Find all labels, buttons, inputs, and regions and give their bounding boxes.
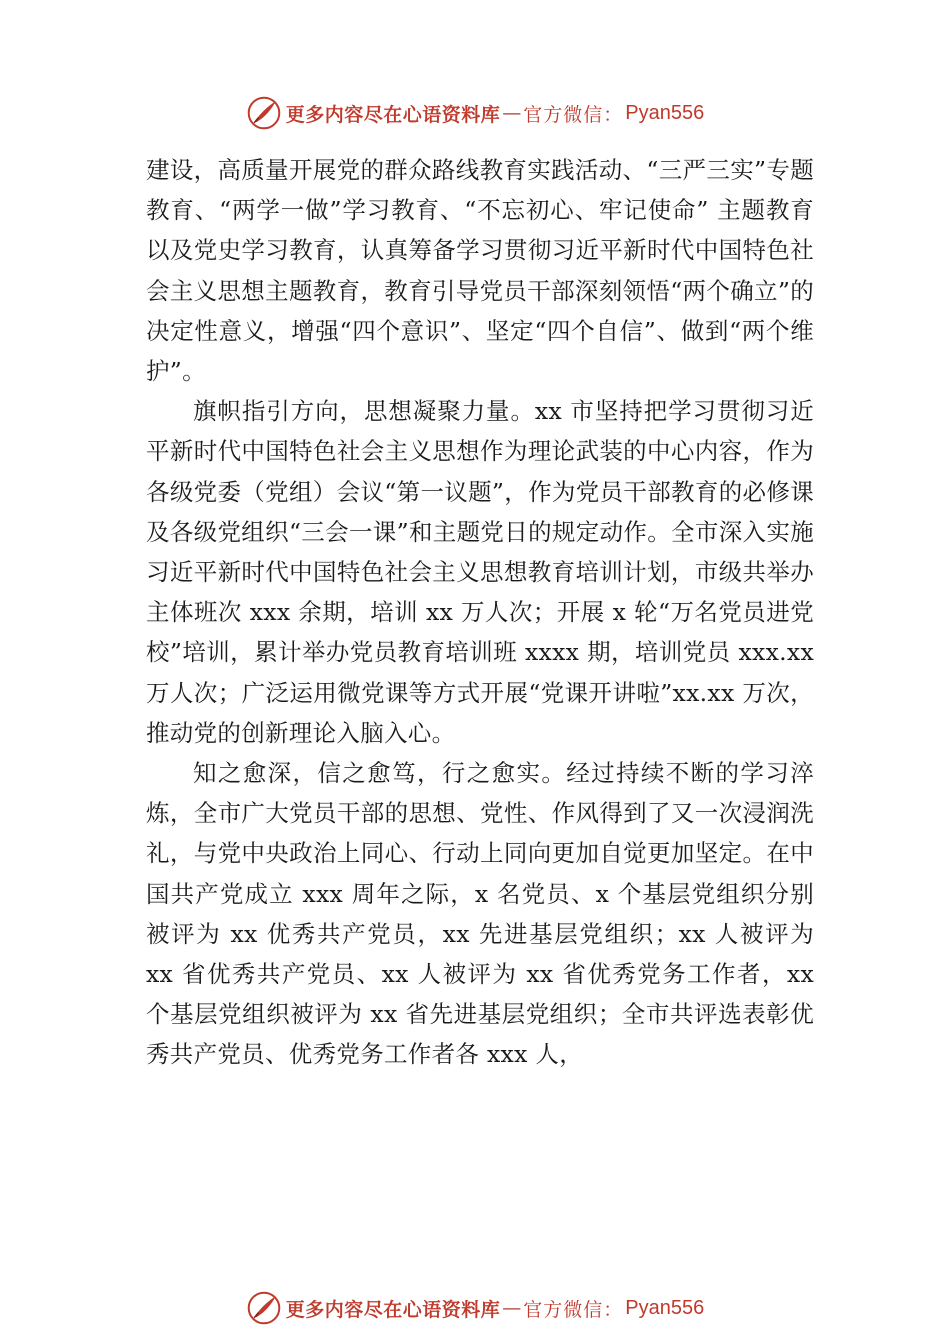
document-body (146, 150, 814, 1075)
watermark-separator: — (502, 102, 522, 124)
watermark-wechat-id: Pyan556 (625, 101, 705, 124)
watermark-site-name: 更多内容尽在心语资料库 (285, 103, 501, 126)
watermark-wechat-label: 官方微信： (523, 103, 624, 126)
paragraph-knowledge-belief: 知之愈深，信之愈笃，行之愈实。经过持续不断的学习淬炼，全市广大党员干部的思想、党性、作风得到了又一次浸润洗礼，与党中央政治上同心、行动上同向更加自觉更加坚定。在中国共产党成立 xxx 周年之际，x 名党员、x 个基层党组织分别被评为 xx 优秀共产党员，xx 先进基层党组织；xx 人被评为 xx 省优秀共产党员、xx 人被评为 xx 省优秀党务工作者，xx 个基层党组织被评为 xx 省先进基层党组织；全市共评选表彰优秀共产党员、优秀党务工作者各 xxx 人， (146, 759, 814, 1069)
quill-logo-icon (246, 1290, 282, 1326)
watermark-site-name: 更多内容尽在心语资料库 (285, 1298, 501, 1321)
paragraph-banner-guidance: 旗帜指引方向，思想凝聚力量。xx 市坚持把学习贯彻习近平新时代中国特色社会主义思想作为理论武装的中心内容，作为各级党委（党组）会议“第一议题”，作为党员干部教育的必修课及各级党组织“三会一课”和主题党日的规定动作。全市深入实施习近平新时代中国特色社会主义思想教育培训计划，市级共举办主体班次 xxx 余期，培训 xx 万人次；开展 x 轮“万名党员进党校”培训，累计举办党员教育培训班 xxxx 期，培训党员 xxx.xx 万人次；广泛运用微党课等方式开展“党课开讲啦”xx.xx 万次，推动党的创新理论入脑入心。 (146, 397, 814, 747)
footer-watermark (0, 1288, 950, 1328)
header-watermark (0, 93, 950, 133)
watermark-separator: — (502, 1297, 522, 1319)
quill-logo-icon (246, 95, 282, 131)
watermark-wechat-label: 官方微信： (523, 1298, 624, 1321)
paragraph-continued: 建设，高质量开展党的群众路线教育实践活动、“三严三实”专题教育、“两学一做”学习教育、“不忘初心、牢记使命” 主题教育以及党史学习教育，认真筹备学习贯彻习近平新时代中国特色社会主义思想主题教育，教育引导党员干部深刻领悟“两个确立”的决定性意义，增强“四个意识”、坚定“四个自信”、做到“两个维护”。 (146, 156, 814, 386)
watermark-wechat-id: Pyan556 (625, 1296, 705, 1319)
